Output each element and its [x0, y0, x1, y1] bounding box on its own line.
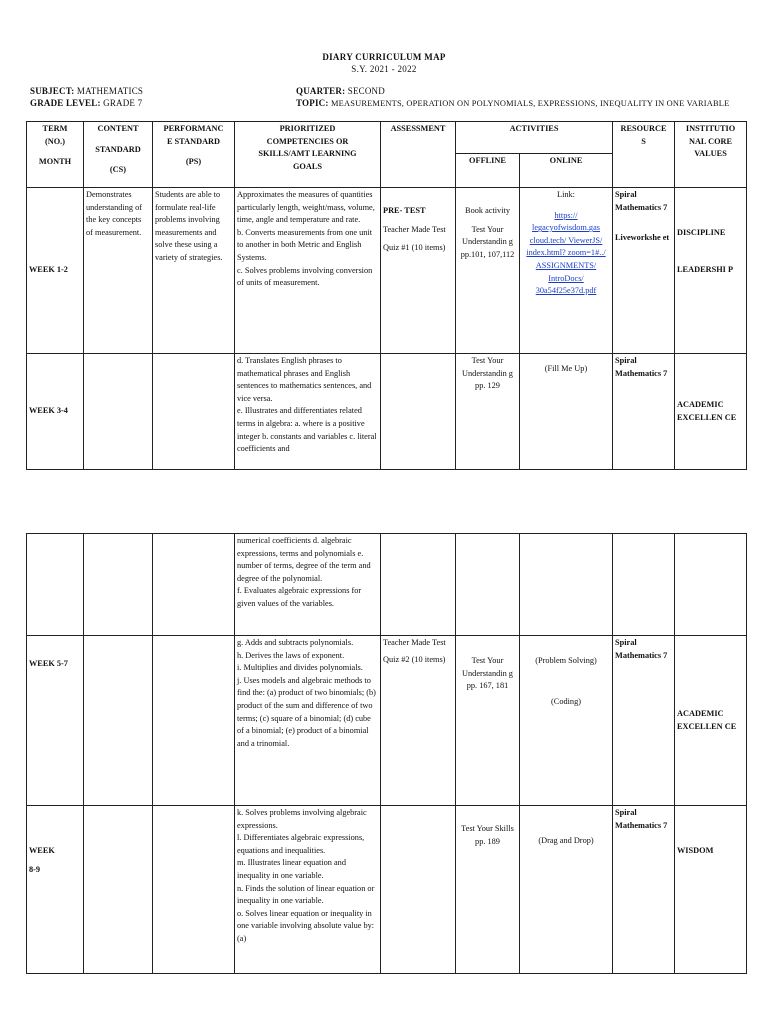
offline-cell: Test Your Skills pp. 189 [456, 806, 520, 974]
term-cell: WEEK 1-2 [27, 188, 84, 354]
offline-cell [456, 534, 520, 636]
curriculum-table-page2 [26, 533, 747, 974]
topic-line [296, 98, 729, 108]
resources-cell [613, 534, 675, 636]
assessment-cell [381, 806, 456, 974]
grade-value: GRADE 7 [103, 98, 143, 108]
header-assessment: ASSESSMENT [381, 122, 456, 188]
subject-line [30, 86, 143, 96]
header-content-standard: CONTENT STANDARD (CS) [84, 122, 153, 188]
online-resource-link[interactable]: https:// legacyofwisdom.gas cloud.tech/ ViewerJS/ index.html? zoom=1#../ ASSIGNMENTS/ IntroDocs/ 30a54f25e37d.pdf [526, 210, 606, 296]
online-cell: (Fill Me Up) [520, 354, 613, 470]
header-resources: RESOURCE S [613, 122, 675, 188]
core-values-cell: ACADEMIC EXCELLEN CE [675, 354, 747, 470]
offline-cell: Test Your Understandin g pp. 129 [456, 354, 520, 470]
competencies-cell: k. Solves problems involving algebraic expressions. l. Differentiates algebraic expressions, equations and inequalities. m. Illustrates linear equation and inequality in one variable. n. Finds the solution of linear equation or inequality in one variable. o. Solves linear equation or inequality in one variable involving absolute value by: (a) [235, 806, 381, 974]
resources-cell: Spiral Mathematics 7 [613, 806, 675, 974]
content-standard-cell [84, 354, 153, 470]
term-cell: WEEK 8-9 [27, 806, 84, 974]
performance-standard-cell: Students are able to formulate real-life problems involving measurements and solve these using a variety of strategies. [153, 188, 235, 354]
core-values-cell [675, 534, 747, 636]
header-competencies: PRIORITIZED COMPETENCIES OR SKILLS/AMT LEARNING GOALS [235, 122, 381, 188]
online-cell [520, 534, 613, 636]
table-row [27, 354, 747, 470]
core-values-cell: ACADEMIC EXCELLEN CE [675, 636, 747, 806]
grade-label: GRADE LEVEL: [30, 98, 101, 108]
subject-value: MATHEMATICS [76, 86, 144, 96]
competencies-cell: d. Translates English phrases to mathematical phrases and English sentences to mathematics sentences, and vice versa. e. Illustrates and differentiates related terms in algebra: a. where is a positive integer b. constants and variables c. literal coefficients and [235, 354, 381, 470]
content-standard-cell: Demonstrates understanding of the key concepts of measurement. [84, 188, 153, 354]
header-offline: OFFLINE [456, 154, 520, 188]
assessment-cell: PRE- TEST Teacher Made Test Quiz #1 (10 items) [381, 188, 456, 354]
header-core-values: INSTITUTIO NAL CORE VALUES [675, 122, 747, 188]
header-performance-standard: PERFORMANC E STANDARD (PS) [153, 122, 235, 188]
table-row [27, 534, 747, 636]
table-row [27, 188, 747, 354]
curriculum-table-page1 [26, 121, 747, 470]
content-standard-cell [84, 806, 153, 974]
subject-label: SUBJECT: [30, 86, 75, 96]
header-online: ONLINE [520, 154, 613, 188]
online-cell: (Drag and Drop) [520, 806, 613, 974]
term-cell [27, 534, 84, 636]
quarter-label: QUARTER: [296, 86, 346, 96]
quarter-value: SECOND [347, 86, 385, 96]
online-cell: (Problem Solving) (Coding) [520, 636, 613, 806]
resources-cell: Spiral Mathematics 7 Liveworkshe et [613, 188, 675, 354]
content-standard-cell [84, 636, 153, 806]
header-term: TERM (NO.) MONTH [27, 122, 84, 188]
offline-cell: Book activity Test Your Understandin g pp.101, 107,112 [456, 188, 520, 354]
competencies-cell: numerical coefficients d. algebraic expressions, terms and polynomials e. number of terms, degree of the term and degree of the polynomial. f. Evaluates algebraic expressions for given values of the variables. [235, 534, 381, 636]
competencies-cell: g. Adds and subtracts polynomials. h. Derives the laws of exponent. i. Multiplies and divides polynomials. j. Uses models and algebraic methods to find the: (a) product of two binomials; (b) product of the sum and difference of two terms; (c) square of a binomial; (d) cube of a binomial; (e) product of a binomial and a trinomial. [235, 636, 381, 806]
assessment-cell [381, 354, 456, 470]
performance-standard-cell [153, 636, 235, 806]
grade-line [30, 98, 142, 108]
resources-cell: Spiral Mathematics 7 [613, 354, 675, 470]
competencies-cell: Approximates the measures of quantities particularly length, weight/mass, volume, time, angle and temperature and rate. b. Converts measurements from one unit to another in both Metric and English Systems. c. Solves problems involving conversion of units of measurement. [235, 188, 381, 354]
offline-cell: Test Your Understandin g pp. 167, 181 [456, 636, 520, 806]
table-row [27, 806, 747, 974]
document-title: DIARY CURRICULUM MAP [322, 52, 446, 62]
core-values-cell: WISDOM [675, 806, 747, 974]
quarter-line [296, 86, 385, 96]
term-cell: WEEK 3-4 [27, 354, 84, 470]
performance-standard-cell [153, 806, 235, 974]
table-row [27, 636, 747, 806]
topic-label: TOPIC: [296, 98, 329, 108]
performance-standard-cell [153, 534, 235, 636]
online-cell: Link: https:// legacyofwisdom.gas cloud.tech/ ViewerJS/ index.html? zoom=1#../ ASSIGNMENTS/ IntroDocs/ 30a54f25e37d.pdf [520, 188, 613, 354]
topic-value: MEASUREMENTS, OPERATION ON POLYNOMIALS, EXPRESSIONS, INEQUALITY IN ONE VARIABLE [331, 99, 730, 108]
core-values-cell: DISCIPLINE LEADERSHI P [675, 188, 747, 354]
resources-cell: Spiral Mathematics 7 [613, 636, 675, 806]
assessment-cell [381, 534, 456, 636]
header-activities: ACTIVITIES [456, 122, 613, 154]
assessment-cell: Teacher Made Test Quiz #2 (10 items) [381, 636, 456, 806]
term-cell: WEEK 5-7 [27, 636, 84, 806]
school-year: S.Y. 2021 - 2022 [351, 64, 417, 74]
performance-standard-cell [153, 354, 235, 470]
content-standard-cell [84, 534, 153, 636]
